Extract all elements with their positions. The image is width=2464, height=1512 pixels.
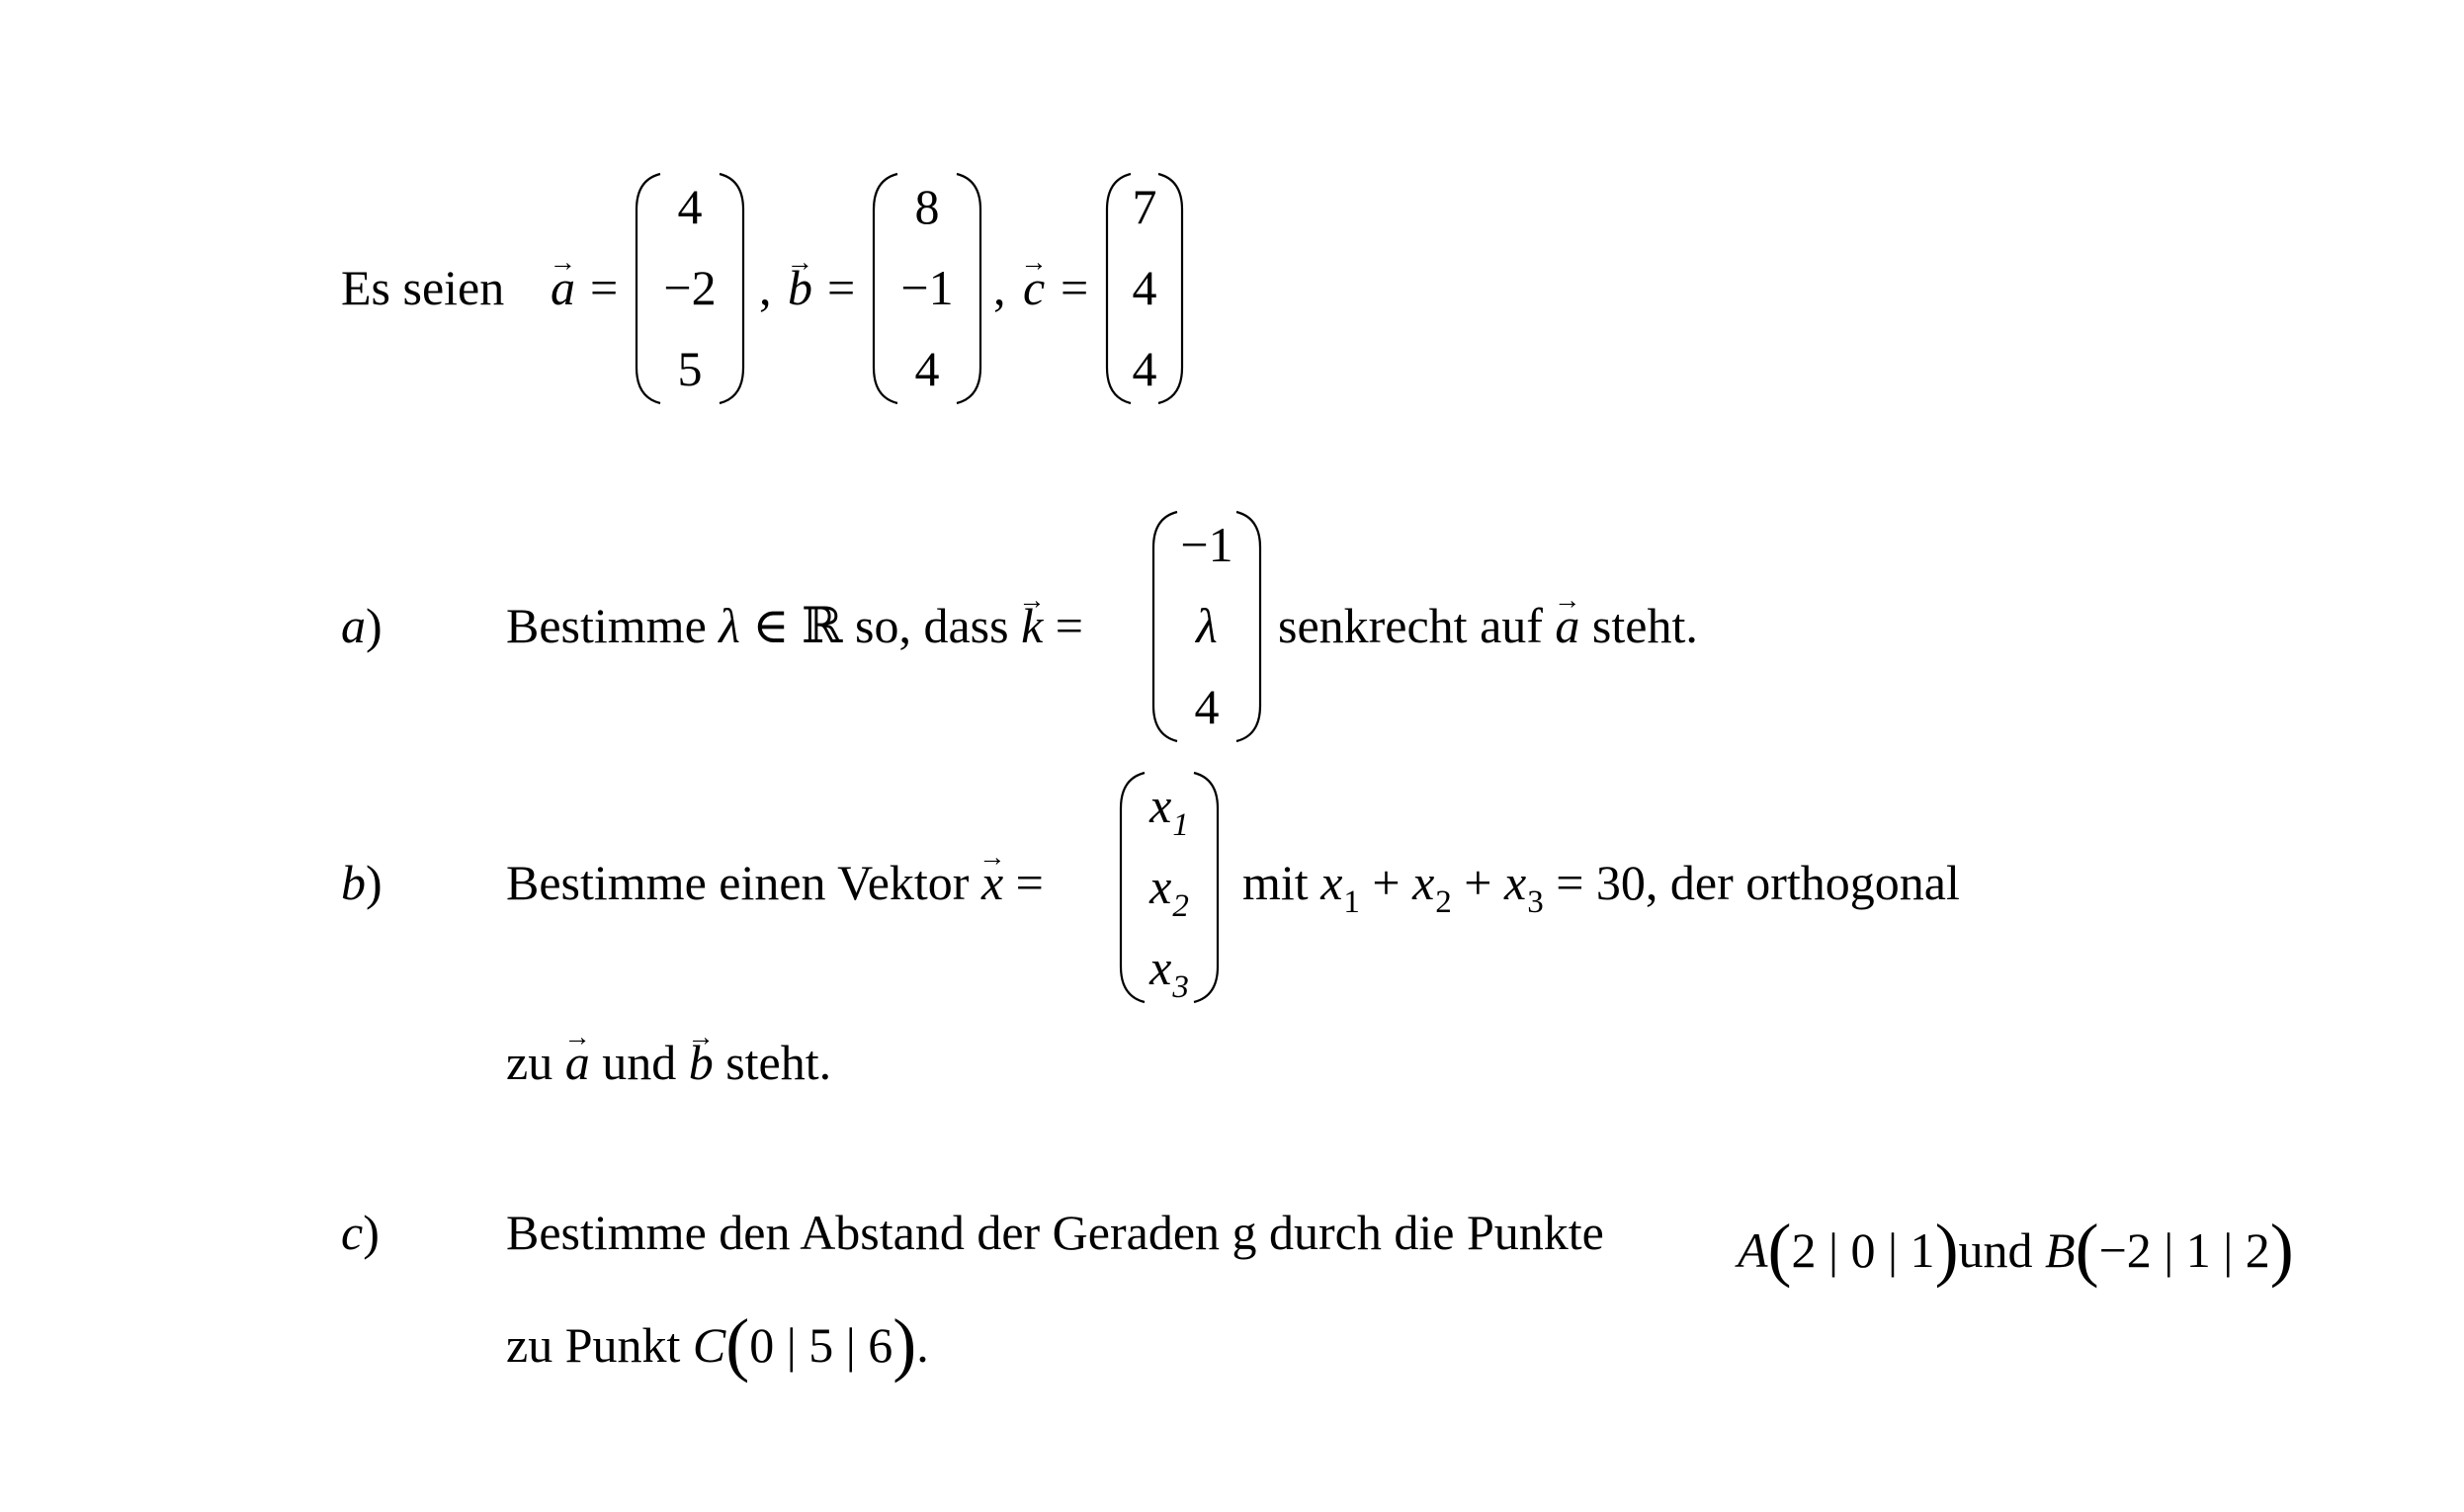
- period: .: [916, 1317, 929, 1373]
- equals-sign: =: [827, 260, 856, 315]
- equals-sign: =: [1061, 260, 1089, 315]
- task-label-paren: ): [366, 598, 382, 653]
- vector-k-entry-1: −1: [1180, 517, 1233, 572]
- vector-x-var: x: [1149, 940, 1172, 995]
- vector-c-name: → c: [1023, 263, 1045, 312]
- vector-b-name: → b: [788, 263, 812, 312]
- ref-vector-a: → a: [1555, 601, 1579, 650]
- vector-b-entry-2: −1: [900, 260, 954, 315]
- subscript: 3: [1527, 884, 1544, 920]
- task-a-text-end: steht.: [1591, 598, 1698, 653]
- equals-sign: =: [1055, 598, 1083, 653]
- intro-lead: Es seien: [341, 260, 505, 315]
- subscript: 2: [1435, 884, 1452, 920]
- task-a-text-middle: so, dass: [855, 598, 1009, 653]
- vector-b-entry-3: 4: [914, 341, 940, 396]
- ref-vector-a: → a: [565, 1038, 590, 1087]
- vector-b-entry-1: 8: [914, 179, 940, 234]
- vector-x-var: x: [1149, 859, 1172, 914]
- comma: ,: [993, 260, 1006, 315]
- task-b-line-2: [506, 1035, 832, 1090]
- equals-sign: =: [590, 260, 619, 315]
- lambda-symbol: λ: [719, 598, 740, 653]
- point-b-coords: −2 | 1 | 2: [2098, 1222, 2270, 1278]
- task-c-line-2: [506, 1302, 929, 1384]
- task-b-label: [341, 855, 382, 910]
- task-label-letter: a: [341, 598, 366, 653]
- task-a-text-after-line: [1278, 598, 1698, 653]
- vector-a-entry-3: 5: [677, 341, 703, 396]
- task-c-line-1: [506, 1205, 1604, 1260]
- vector-a-matrix: [633, 170, 747, 407]
- close-paren: ): [1934, 1210, 1959, 1289]
- vector-x-var: x: [1149, 778, 1172, 833]
- vector-b-matrix: [870, 170, 984, 407]
- line2-end: steht.: [725, 1035, 832, 1090]
- task-c-line2-text: zu Punkt: [506, 1317, 681, 1373]
- vector-k-matrix: [1149, 508, 1264, 745]
- vector-x-entry-2: [1117, 859, 1222, 924]
- comma: ,: [759, 260, 772, 315]
- point-a-name: A: [1738, 1222, 1768, 1278]
- task-a-text-line: [506, 598, 1083, 653]
- task-b-text-after: der orthogonal: [1669, 855, 1960, 910]
- task-label-letter: b: [341, 855, 366, 910]
- reals-symbol: ℝ: [801, 598, 843, 653]
- vector-a-entry-2: −2: [663, 260, 717, 315]
- task-c-line1-text: Bestimme den Abstand der Geraden g durch die Punkte: [506, 1205, 1604, 1260]
- task-label-paren: ): [363, 1205, 380, 1260]
- vector-x-matrix: [1117, 769, 1222, 1005]
- vector-c-entry-1: 7: [1132, 179, 1157, 234]
- task-a-text-after: senkrecht auf: [1278, 598, 1543, 653]
- task-b-condition: [1242, 855, 1960, 920]
- subscript: 1: [1343, 884, 1360, 920]
- open-paren: (: [725, 1304, 750, 1384]
- vector-c-symbol: [1023, 260, 1046, 315]
- equals-sign: =: [1015, 855, 1044, 910]
- element-of-symbol: ∈: [752, 598, 790, 653]
- close-paren: ): [2269, 1210, 2294, 1289]
- condition-prefix: mit: [1242, 855, 1309, 910]
- vector-c-entry-3: 4: [1132, 341, 1157, 396]
- task-label-letter: c: [341, 1205, 364, 1260]
- subscript: 2: [1172, 888, 1189, 924]
- vector-c-matrix: [1103, 170, 1186, 407]
- task-b-text-before: Bestimme einen Vektor: [506, 855, 970, 910]
- task-label-paren: ): [366, 855, 382, 910]
- line2-und: und: [602, 1035, 677, 1090]
- subscript: 1: [1172, 807, 1189, 843]
- vector-x-name: → x: [981, 858, 1003, 907]
- vector-c-entry-2: 4: [1132, 260, 1157, 315]
- plus-sign: +: [1372, 855, 1401, 910]
- close-paren: ): [892, 1304, 917, 1384]
- point-b-name: B: [2045, 1222, 2076, 1278]
- ref-vector-b: → b: [689, 1038, 714, 1087]
- vector-k-entry-3: 4: [1194, 679, 1220, 734]
- vector-a-symbol: [551, 260, 575, 315]
- task-c-label: [341, 1205, 380, 1260]
- vector-k-name: → k: [1021, 601, 1043, 650]
- condition-var: x: [1412, 855, 1435, 910]
- plus-sign: +: [1464, 855, 1492, 910]
- vector-a-name: → a: [551, 263, 575, 312]
- task-a-label: [341, 598, 382, 653]
- vector-b-symbol: [788, 260, 812, 315]
- task-b-text-line: [506, 855, 1044, 910]
- task-c-points: [1738, 1208, 2294, 1289]
- open-paren: (: [2075, 1210, 2099, 1289]
- condition-var: x: [1504, 855, 1527, 910]
- vector-x-entry-3: [1117, 940, 1222, 1005]
- condition-var: x: [1320, 855, 1343, 910]
- point-c-coords: 0 | 5 | 6: [749, 1317, 893, 1373]
- vector-a-entry-1: 4: [677, 179, 703, 234]
- line2-zu: zu: [506, 1035, 553, 1090]
- condition-rhs: = 30,: [1556, 855, 1658, 910]
- task-a-text-before: Bestimme: [506, 598, 707, 653]
- point-a-coords: 2 | 0 | 1: [1791, 1222, 1935, 1278]
- subscript: 3: [1172, 969, 1189, 1005]
- open-paren: (: [1767, 1210, 1792, 1289]
- connector-und: und: [1958, 1222, 2033, 1278]
- point-c-name: C: [692, 1317, 726, 1373]
- vector-k-entry-2: λ: [1196, 598, 1218, 653]
- vector-x-entry-1: [1117, 778, 1222, 843]
